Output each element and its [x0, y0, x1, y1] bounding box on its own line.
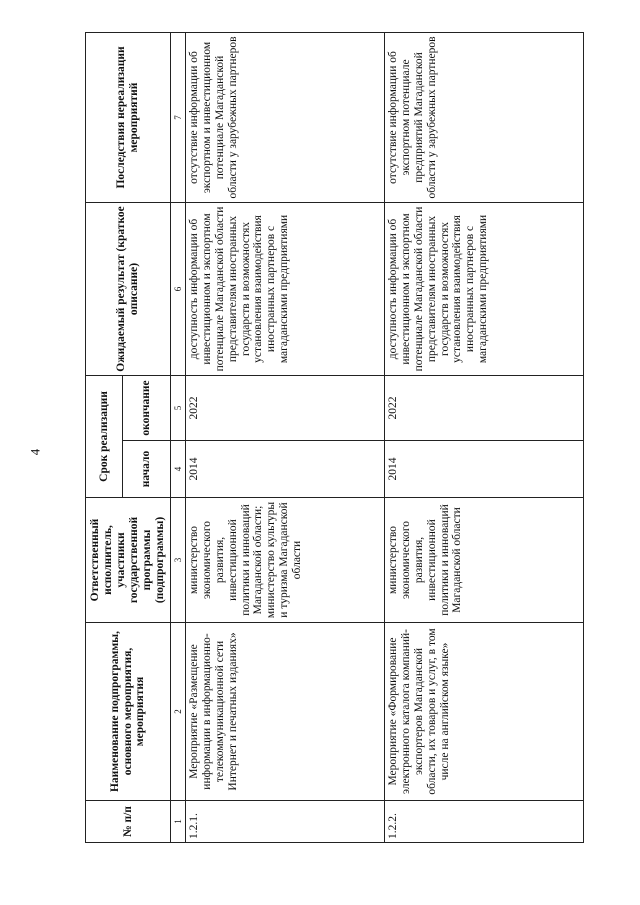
header-period: Срок реализации [86, 375, 123, 497]
row-end: 2022 [385, 375, 584, 440]
rotated-table-frame [85, 33, 561, 843]
row-executor: министерство экономического развития, инвестиционной политики и инноваций Магаданской области; министерство культуры и туризма Магаданской области [186, 498, 385, 623]
row-result: доступность информации об инвестиционном и экспортном потенциале Магаданской области представителям иностранных государств и возможностях установления взаимодействия иностранных партнеров с магаданскими предприятиями [385, 202, 584, 375]
table-row [186, 32, 385, 842]
row-consequences: отсутствие информации об экспортном и инвестиционном потенциале Магаданской области у зарубежных партнеров [186, 32, 385, 202]
row-num: 1.2.1. [186, 801, 385, 843]
row-start: 2014 [385, 441, 584, 498]
header-period-end: окончание [123, 375, 171, 440]
header-consequences: Последствия нереализации мероприятий [86, 32, 171, 202]
row-end: 2022 [186, 375, 385, 440]
column-number: 1 [171, 801, 186, 843]
row-name: Мероприятие «Размещение информации в информационно-телекоммуникационной сети Интернет и печатных изданиях» [186, 623, 385, 801]
column-number: 4 [171, 441, 186, 498]
column-number: 7 [171, 32, 186, 202]
row-num: 1.2.2. [385, 801, 584, 843]
row-result: доступность информации об инвестиционном и экспортном потенциале Магаданской области представителям иностранных государств и возможностях установления взаимодействия иностранных партнеров с магаданскими предприятиями [186, 202, 385, 375]
header-period-start: начало [123, 441, 171, 498]
row-start: 2014 [186, 441, 385, 498]
row-consequences: отсутствие информации об экспортном потенциале предприятий Магаданской области у зарубежных партнеров [385, 32, 584, 202]
row-executor: министерство экономического развития, инвестиционной политики и инноваций Магаданской области [385, 498, 584, 623]
program-measures-table [85, 32, 584, 843]
column-number: 3 [171, 498, 186, 623]
row-name: Мероприятие «Формирование электронного каталога компаний-экспортеров Магаданской области, их товаров и услуг, в том числе на английском языке» [385, 623, 584, 801]
header-name: Наименование подпрограммы, основного мероприятия, мероприятия [86, 623, 171, 801]
column-number-row [171, 32, 186, 842]
column-number: 6 [171, 202, 186, 375]
header-num: № п/п [86, 801, 171, 843]
page-number: 4 [27, 448, 43, 456]
table-row [385, 32, 584, 842]
header-executor: Ответственный исполнитель, участники государственной программы (подпрограммы) [86, 498, 171, 623]
column-number: 5 [171, 375, 186, 440]
header-result: Ожидаемый результат (краткое описание) [86, 202, 171, 375]
column-number: 2 [171, 623, 186, 801]
